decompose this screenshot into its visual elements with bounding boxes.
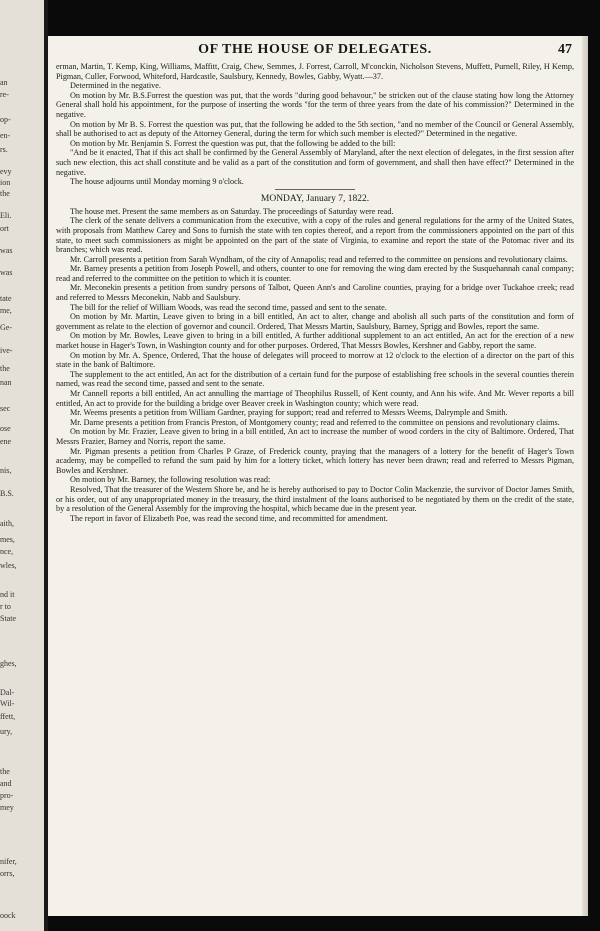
margin-fragment: aith, xyxy=(0,519,14,528)
margin-fragment: B.S. xyxy=(0,489,14,498)
paragraph: Mr. Barney presents a petition from Joseph Powell, and others, counter to one for removing the wing dam erected by the Susquehannah canal company; read and referred to the committee on the petition to which it is counter. xyxy=(56,264,574,283)
margin-fragment: oock xyxy=(0,911,16,920)
paragraph: Mr. Darne presents a petition from Francis Preston, of Montgomery county; read and referred to the committee on pensions and revolutionary claims. xyxy=(70,417,560,427)
paragraph: Mr. Meconekin presents a petition from sundry persons of Talbot, Queen Ann's and Caroline counties, praying for a bridge over Tuckahoe creek; read and referred to Messrs Meconekin, Nabb and Saulsbury. xyxy=(56,283,574,303)
paragraph: On motion by Mr. Frazier, Leave given to bring in a bill entitled, An act to increase the number of wood corders in the city of Baltimore. Ordered, That Messrs Frazier, Barney and Norris, report the same. xyxy=(56,427,574,446)
margin-fragment: r to xyxy=(0,602,11,611)
margin-fragment: evy xyxy=(0,167,12,176)
paragraph: Mr. Pigman presents a petition from Charles P Graze, of Frederick county, praying that the managers of a lottery for the benefit of Hager's Town academy, may be compelled to refund the sum paid by him for a lottery ticket, which lottery has never been drawn; read and referred to Messrs Pigman, Bowles and Kershner. xyxy=(56,446,574,475)
page-edge xyxy=(582,36,588,916)
margin-fragment: ose xyxy=(0,424,11,433)
margin-fragment: tate xyxy=(0,294,12,303)
margin-fragment: pro- xyxy=(0,791,14,800)
margin-fragment: op- xyxy=(0,115,11,124)
paragraph: Mr. Weems presents a petition from William Gardner, praying for support; read and referred to Messrs Weems, Dalrymple and Smith. xyxy=(70,408,508,418)
paragraph: Mr. Carroll presents a petition from Sarah Wyndham, of the city of Annapolis; read and referred to the committee on pensions and revolutionary claims. xyxy=(70,254,568,264)
page-number: 47 xyxy=(558,42,572,57)
margin-fragment: nce, xyxy=(0,547,14,556)
paragraph: On motion by Mr. Benjamin S. Forrest the question was put, that the following be added to the bill: xyxy=(70,138,396,148)
margin-fragment: ghes, xyxy=(0,659,17,668)
margin-fragment: nan xyxy=(0,378,12,387)
paragraph: The supplement to the act entitled, An act for the distribution of a certain fund for the purpose of establishing free schools in the several counties therein named, was read the second time, passed and sent to the senate. xyxy=(56,369,574,389)
margin-fragment: Dal- xyxy=(0,688,15,697)
margin-fragment: ffett, xyxy=(0,712,16,721)
margin-fragment: State xyxy=(0,614,16,623)
margin-fragment: orrs, xyxy=(0,869,15,878)
margin-fragment: nd it xyxy=(0,590,15,599)
header-title: OF THE HOUSE OF DELEGATES. xyxy=(198,42,432,57)
margin-fragment: mes, xyxy=(0,535,15,544)
margin-fragment: the xyxy=(0,364,10,373)
margin-fragment: nifer, xyxy=(0,857,17,866)
margin-fragment: re- xyxy=(0,90,9,99)
margin-fragment: was xyxy=(0,246,13,255)
margin-fragment: wles, xyxy=(0,561,17,570)
document-page xyxy=(48,36,588,916)
paragraph: The clerk of the senate delivers a communication from the executive, with a copy of the rules and general regulations for the army of the United States, with proposals from Matthew Carey and Sons to furnish the state with ten copies thereof, and a report from the commissioners appointed on the part of this state, to meet such commissioners as might be appointed on the part of the state of Virginia, to examine and report the state of the Potomac river and its branches; which was read. xyxy=(56,216,574,255)
margin-fragment: me, xyxy=(0,306,12,315)
margin-fragment: the xyxy=(0,767,10,776)
paragraph: On motion by Mr. A. Spence, Ordered, That the house of delegates will proceed to morrow at 12 o'clock to the election of a director on the part of this state in the bank of Baltimore. xyxy=(56,350,574,370)
margin-fragment: was xyxy=(0,268,13,277)
margin-fragment: and xyxy=(0,779,12,788)
margin-fragment: ury, xyxy=(0,727,13,736)
margin-fragment: the xyxy=(0,189,10,198)
margin-fragment: sec xyxy=(0,404,11,413)
margin-fragment: ion xyxy=(0,178,11,187)
margin-fragment: an xyxy=(0,78,8,87)
paragraph: The house adjourns until Monday morning 9 o'clock. xyxy=(70,177,244,187)
page-content xyxy=(56,42,574,523)
margin-fragment: ive- xyxy=(0,346,13,355)
section-divider xyxy=(275,189,355,190)
paragraph: On motion by Mr. Martin, Leave given to bring in a bill entitled, An act to alter, change and abolish all such parts of the constitution and form of government as relate to the election of governor and council. Ordered, That Messrs Martin, Saulsbury, Barney, Sprigg and Bowles, report the same. xyxy=(56,312,574,331)
margin-fragment: ort xyxy=(0,224,9,233)
paragraph: Resolved, That the treasurer of the Western Shore be, and he is hereby authorised to pay to Doctor Colin Mackenzie, the survivor of Doctor James Smith, or his order, out of any unappropriated money in the treasury, the third instalment of the loans authorised to be negotiated by them on the credit of the state, by a resolution of the General Assembly for the improving the hospital, which became due in the present year. xyxy=(56,484,574,514)
previous-page-margin xyxy=(0,0,46,931)
paragraph: The bill for the relief of William Woods, was read the second time, passed and sent to the senate. xyxy=(70,302,387,312)
paragraph: On motion by Mr. Barney, the following resolution was read: xyxy=(70,475,271,485)
margin-fragment: rs. xyxy=(0,145,8,154)
paragraph: erman, Martin, T. Kemp, King, Williams, Maffitt, Craig, Chew, Semmes, J. Forrest, Carroll, M'conckin, Nicholson Stevens, Muffett, Purnell, Riley, H Kemp, Pigman, Culler, Forwood, Whiteford, Hardcastle, Saulsbury, Kennedy, Bowles, Gabby, Wyatt.—37. xyxy=(56,62,574,81)
running-header xyxy=(56,42,574,62)
paragraph: Mr Cannell reports a bill entitled, An act annulling the marriage of Theophilus Russell, of Kent county, and Ann his wife. And Mr. Wever reports a bill entitled, An act to provide for the building a bridge over Beaver creek in Washington county; which were read. xyxy=(56,389,574,408)
paragraph: On motion by Mr. B.S.Forrest the question was put, that the words "during good behavour," be stricken out of the clause stating how long the Attorney General shall hold his appointment, for the purpose of inserting the words "for the term of three years from the date of his commission?" Determined in the negative. xyxy=(56,90,574,119)
day-heading: MONDAY, January 7, 1822. xyxy=(260,193,370,204)
paragraph: Determined in the negative. xyxy=(70,81,161,91)
margin-fragment: ene xyxy=(0,437,12,446)
margin-fragment: Ge- xyxy=(0,323,12,332)
margin-fragment: Wil- xyxy=(0,699,15,708)
paragraph: On motion by Mr B. S. Forrest the question was put, that the following be added to the 5th section, "and no member of the Council or General Assembly, shall be authorised to act as deputy of the Attorney General, during the term for which such member is elected?" Determined in the negative. xyxy=(56,119,574,139)
margin-fragment: en- xyxy=(0,131,11,140)
section-monday xyxy=(56,207,574,524)
paragraph: On motion by Mr. Bowles, Leave given to bring in a bill entitled, A further additional supplement to an act entitled, An act for the erection of a new market house in Hager's Town, in Washington county and for other purposes. Ordered, That Messrs Bowles, Kershner and Gabby, report the same. xyxy=(56,331,574,351)
section-saturday xyxy=(56,62,574,187)
paragraph: The house met. Present the same members as on Saturday. The proceedings of Saturday were read. xyxy=(70,206,394,216)
margin-fragment: mey xyxy=(0,803,14,812)
margin-fragment: nis, xyxy=(0,466,12,475)
paragraph: The report in favor of Elizabeth Poe, was read the second time, and recommitted for amendment. xyxy=(70,513,388,523)
margin-fragment: Eli. xyxy=(0,211,12,220)
paragraph: "And be it enacted, That if this act shall be confirmed by the General Assembly of Maryland, after the next election of delegates, in the first session after such new election, this act shall constitute and be valid as a part of the constitution and form of government, and shall then have effect?" Determined in the negative. xyxy=(56,148,574,177)
